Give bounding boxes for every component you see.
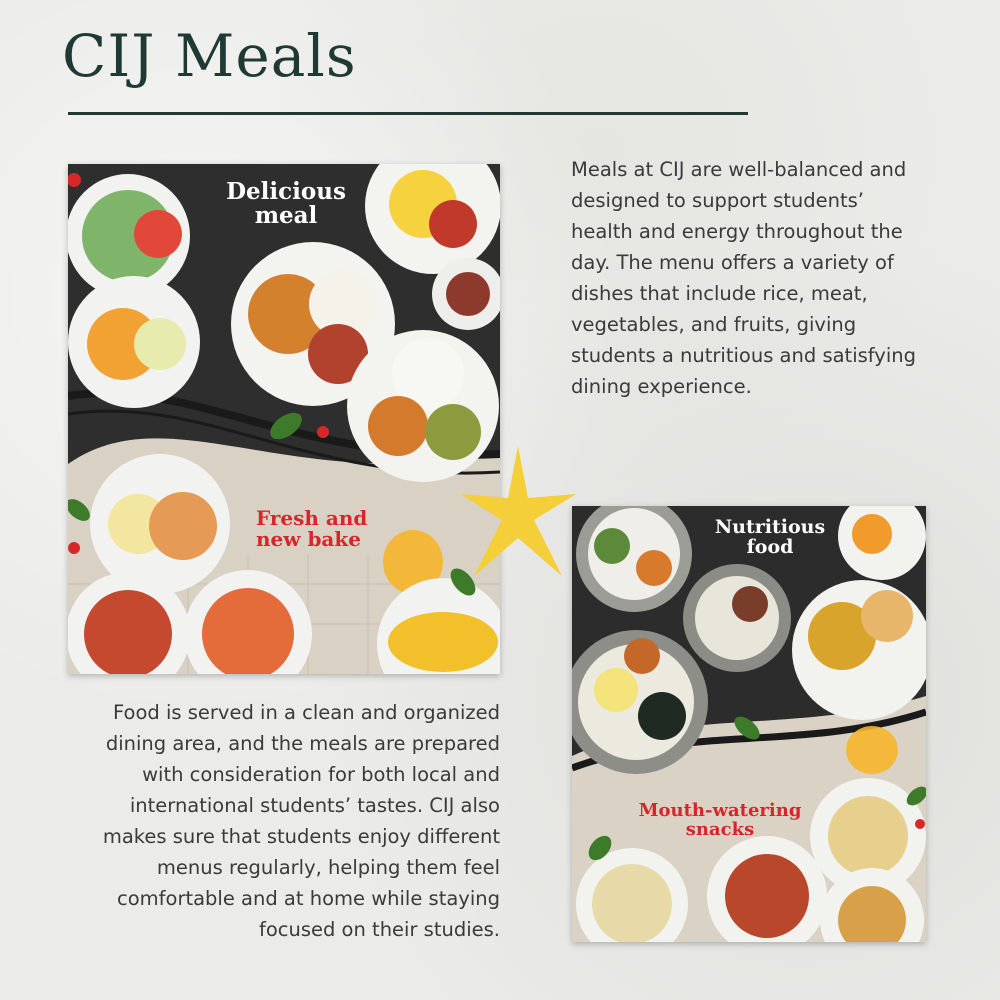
food-collage-illustration-2: [572, 506, 926, 942]
page-title: CIJ Meals: [62, 22, 357, 90]
dining-paragraph: Food is served in a clean and organized dining area, and the meals are prepared with consideration for both local and international students’ tastes. CIJ also makes sure that students enjoy different menus regularly, helping them feel comfortable and at home while staying focused on their studies.: [102, 701, 500, 941]
photo-label-delicious-meal: Delicious meal: [226, 178, 346, 230]
food-collage-photo-2: [572, 506, 926, 942]
food-collage-illustration-1: [68, 164, 500, 674]
photo-label-fresh-and-new-bake: Fresh and new bake: [256, 506, 368, 551]
photo-label-mouth-watering-snacks: Mouth-watering snacks: [638, 800, 802, 840]
intro-paragraph: Meals at CIJ are well-balanced and designed to support students’ health and energy throughout the day. The menu offers a variety of dishes that include rice, meat, vegetables, and fruits, giving students a nutritious and satisfying dining experience.: [571, 158, 916, 398]
starburst-decoration: [458, 446, 578, 596]
photo-label-nutritious-food: Nutritious food: [714, 516, 826, 558]
title-divider: [68, 112, 748, 115]
food-collage-photo-1: [68, 164, 500, 674]
